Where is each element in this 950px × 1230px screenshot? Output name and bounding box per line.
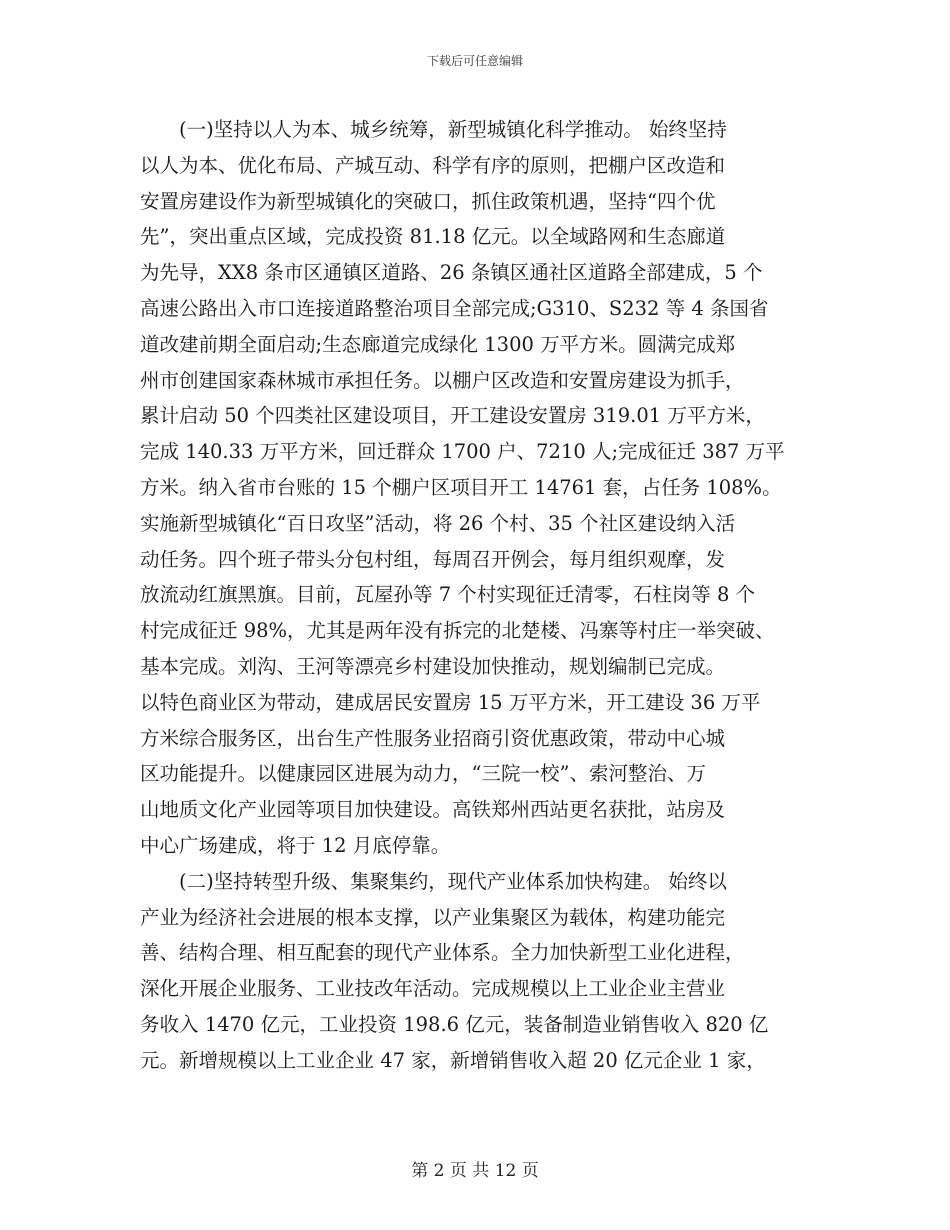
text-line: 为先导，XX8 条市区通镇区道路、26 条镇区通社区道路全部建成，5 个 [140, 261, 763, 285]
text-line: 州市创建国家森林城市承担任务。以棚户区改造和安置房建设为抓手， [140, 368, 745, 392]
text-line: 道改建前期全面启动;生态廊道完成绿化 1300 万平方米。圆满完成郑 [140, 332, 736, 356]
text-line: 以特色商业区为带动，建成居民安置房 15 万平方米，开工建设 36 万平 [140, 690, 761, 714]
page-header: 下载后可任意编辑 [426, 54, 523, 68]
text-line: 山地质文化产业园等项目加快建设。高铁郑州西站更名获批，站房及 [140, 798, 726, 822]
text-line: 务收入 1470 亿元，工业投资 198.6 亿元，装备制造业销售收入 820 亿 [140, 1012, 769, 1036]
text-line: 村完成征迁 98%，尤其是两年没有拆完的北楚楼、冯寨等村庄一举突破、 [140, 619, 775, 643]
text-line: 区功能提升。以健康园区进展为动力，“三院一校”、索河整治、万 [140, 762, 706, 786]
text-line: 方米综合服务区，出台生产性服务业招商引资优惠政策，带动中心城 [140, 726, 726, 750]
text-line: 完成 140.33 万平方米，回迁群众 1700 户、7210 人;完成征迁 387 万平 [140, 440, 785, 464]
text-line: 基本完成。刘沟、王河等漂亮乡村建设加快推动，规划编制已完成。 [140, 654, 726, 678]
text-line: 深化开展企业服务、工业技改年活动。完成规模以上工业企业主营业 [140, 977, 726, 1001]
text-line: 元。新增规模以上工业企业 47 家，新增销售收入超 20 亿元企业 1 家， [140, 1048, 766, 1072]
text-line: (一)坚持以人为本、城乡统筹，新型城镇化科学推动。 始终坚持 [140, 118, 727, 141]
text-line: (二)坚持转型升级、集聚集约，现代产业体系加快构建。 始终以 [140, 869, 727, 893]
text-line: 先”，突出重点区域，完成投资 81.18 亿元。以全域路网和生态廊道 [140, 225, 726, 249]
text-line: 安置房建设作为新型城镇化的突破口，抓住政策机遇，坚持“四个优 [140, 189, 716, 213]
text-line: 中心广场建成，将于 12 月底停靠。 [140, 833, 451, 857]
text-line: 产业为经济社会进展的根本支撑，以产业集聚区为载体，构建功能完 [140, 905, 726, 929]
text-line: 高速公路出入市口连接道路整治项目全部完成;G310、S232 等 4 条国省 [140, 296, 769, 320]
text-line: 以人为本、优化布局、产城互动、科学有序的原则，把棚户区改造和 [140, 153, 726, 177]
document-body [140, 112, 812, 1079]
page-footer: 第 2 页 共 12 页 [411, 1161, 539, 1181]
text-line: 放流动红旗黑旗。目前，瓦屋孙等 7 个村实现征迁清零，石柱岗等 8 个 [140, 583, 756, 607]
text-line: 善、结构合理、相互配套的现代产业体系。全力加快新型工业化进程， [140, 941, 745, 965]
text-line: 方米。纳入省市台账的 15 个棚户区项目开工 14761 套，占任务 108%。 [140, 475, 782, 499]
text-line: 实施新型城镇化“百日攻坚”活动，将 26 个村、35 个社区建设纳入活 [140, 511, 736, 535]
text-line: 累计启动 50 个四类社区建设项目，开工建设安置房 319.01 万平方米， [140, 404, 765, 428]
text-line: 动任务。四个班子带头分包村组，每周召开例会，每月组织观摩，发 [140, 547, 726, 571]
